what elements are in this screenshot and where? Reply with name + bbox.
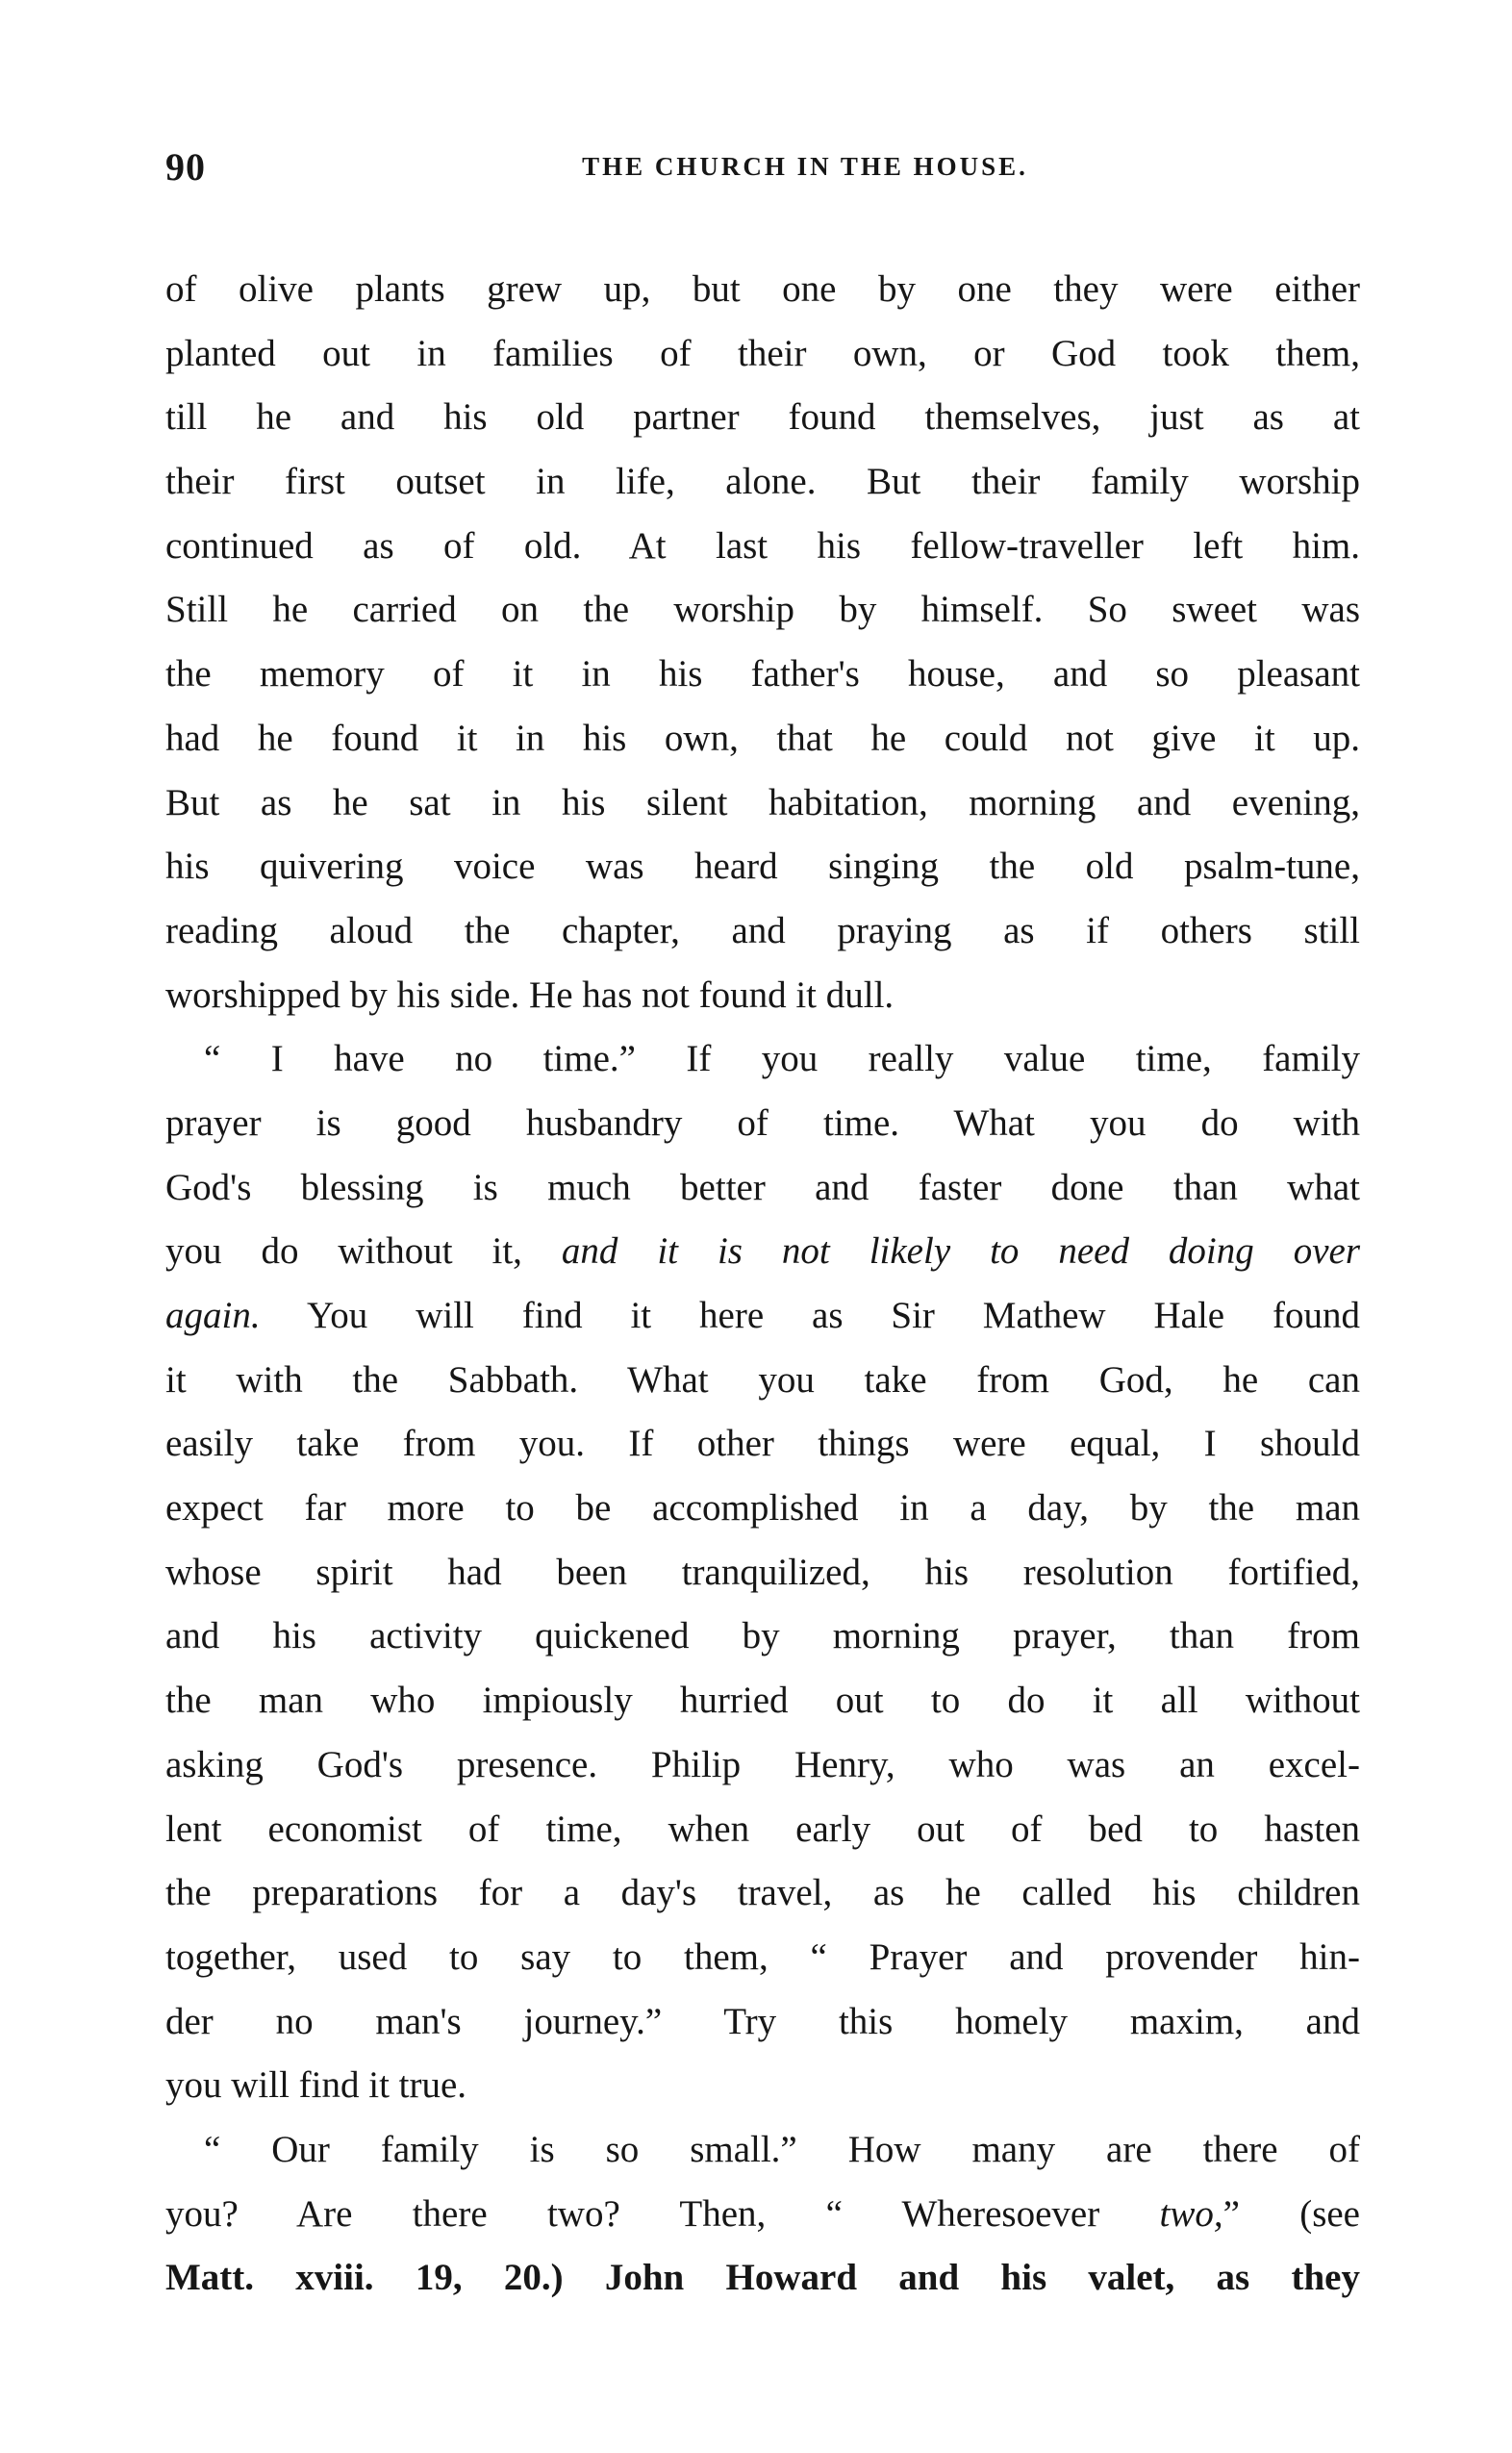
text-line: der no man's journey.” Try this homely maxim, and: [165, 2000, 1360, 2042]
italic-emphasis: and it is not likely to need doing over: [561, 1230, 1361, 1273]
text-line: lent economist of time, when early out of bed to hasten: [165, 1808, 1360, 1850]
italic-emphasis: two,: [1159, 2192, 1223, 2235]
text-line: asking God's presence. Philip Henry, who was an excel-: [165, 1743, 1360, 1785]
text-line: and his activity quickened by morning prayer, than from: [165, 1615, 1360, 1657]
text-line: you do without it, and it is not likely to need doing over: [165, 1230, 1361, 1273]
text-line: it with the Sabbath. What you take from God, he can: [165, 1358, 1360, 1401]
text-line: worshipped by his side. He has not found it dull.: [165, 974, 895, 1016]
text-line: the memory of it in his father's house, and so pleasant: [165, 653, 1360, 695]
page-header: [165, 144, 1368, 202]
text-line: But as he sat in his silent habitation, morning and evening,: [165, 781, 1360, 823]
text-line: prayer is good husbandry of time. What you do with: [165, 1101, 1360, 1144]
text-line: Matt. xviii. 19, 20.) John Howard and his valet, as they: [165, 2257, 1360, 2299]
text-line: “ Our family is so small.” How many are there of: [204, 2128, 1360, 2170]
running-head: THE CHURCH IN THE HOUSE.: [582, 152, 1028, 181]
text-line: continued as of old. At last his fellow-traveller left him.: [165, 524, 1360, 567]
text-line: together, used to say to them, “ Prayer and provender hin-: [165, 1935, 1360, 1978]
text-line: his quivering voice was heard singing the old psalm-tune,: [165, 846, 1360, 888]
text-line: planted out in families of their own, or God took them,: [165, 332, 1360, 374]
text-line: the man who impiously hurried out to do it all without: [165, 1680, 1360, 1722]
text-line: you? Are there two? Then, “ Wheresoever two,” (see: [165, 2192, 1360, 2235]
text-line: Still he carried on the worship by himself. So sweet was: [165, 589, 1360, 631]
body-text: [165, 258, 1360, 2311]
text-line: whose spirit had been tranquilized, his resolution fortified,: [165, 1551, 1360, 1593]
text-line: their first outset in life, alone. But their family worship: [165, 461, 1360, 503]
text-line: expect far more to be accomplished in a day, by the man: [165, 1487, 1360, 1530]
text-line: the preparations for a day's travel, as he called his children: [165, 1872, 1360, 1914]
text-line: “ I have no time.” If you really value time, family: [204, 1038, 1360, 1080]
text-line: till he and his old partner found themselves, just as at: [165, 396, 1360, 439]
text-line: had he found it in his own, that he could not give it up.: [165, 717, 1360, 759]
text-line: you will find it true.: [165, 2064, 467, 2107]
italic-emphasis: again.: [165, 1295, 261, 1336]
text-line: reading aloud the chapter, and praying as if others still: [165, 909, 1360, 951]
text-line: again. You will find it here as Sir Mathew Hale found: [165, 1295, 1360, 1336]
page-number: 90: [165, 145, 206, 189]
text-line: easily take from you. If other things were equal, I should: [165, 1423, 1360, 1465]
text-line: God's blessing is much better and faster done than what: [165, 1166, 1360, 1208]
text-line: of olive plants grew up, but one by one they were either: [165, 268, 1360, 310]
